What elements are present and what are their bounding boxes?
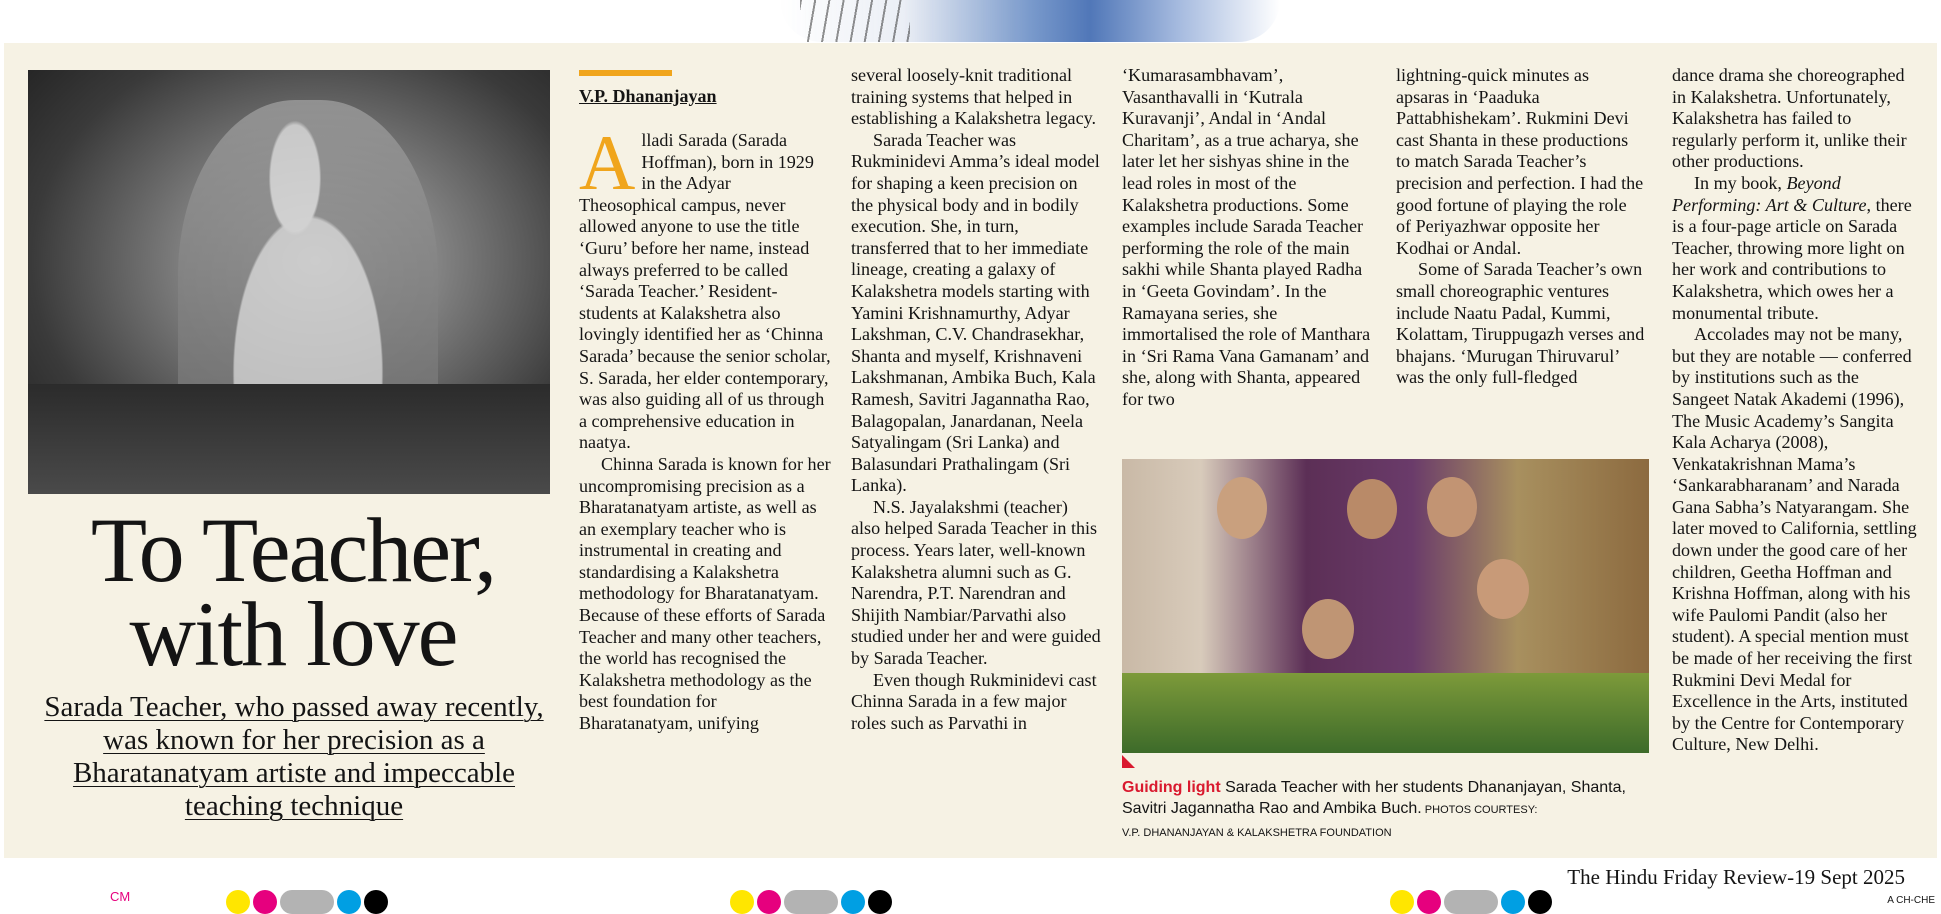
paragraph: Accolades may not be many, but they are notable — conferred by institutions such as the Sangeet Natak Akademi (1996), The Music Academy’s Sangita Kala Acharya (2008), Venkatakrishnan Mama’s ‘Sankarabharanam’ and Narada Gana Sabha’s Natyarangam. She later moved to California, settling down under the good care of her children, Geetha Hoffman and Krishna Hoffman, along with his wife Paulomi Pandit (also her student). A special mention must be made of her receiving the first Rukmini Devi Medal for Excellence in the Arts, instituted by the Centre for Contemporary Culture, New Delhi. bbox=[1672, 324, 1917, 755]
byline-accent-rule bbox=[579, 70, 672, 76]
byline: V.P. Dhananjayan bbox=[579, 86, 717, 106]
article-column-2 bbox=[851, 65, 1101, 734]
standfirst: Sarada Teacher, who passed away recently, was known for her precision as a Bharatanatyam artiste and impeccable teaching technique bbox=[44, 691, 544, 822]
publication-footer: The Hindu Friday Review-19 Sept 2025 bbox=[1567, 865, 1905, 889]
paragraph: lightning-quick minutes as apsaras in ‘Paaduka Pattabhishekam’. Rukmini Devi cast Shanta in these productions to match Sarada Teacher’s precision and perfection. I had the good fortune of playing the role of Periyazhwar opposite her Kodhai or Andal. bbox=[1396, 65, 1644, 258]
person bbox=[1477, 559, 1529, 619]
photo-credit: PHOTOS COURTESY: bbox=[1421, 804, 1538, 816]
illustration-strokes bbox=[800, 0, 910, 42]
headline: To Teacher, with love bbox=[90, 499, 496, 685]
paragraph: Chinna Sarada is known for her uncompromising precision as a Bharatanatyam artiste, as well as an exemplary teacher who is instrumental in creating and standardising a Kalakshetra methodology for Bharatanatyam. Because of these efforts of Sarada Teacher and many other teachers, the world has recognised the Kalakshetra methodology as the best foundation for Bharatanatyam, unifying bbox=[579, 453, 831, 734]
paragraph bbox=[1672, 173, 1920, 324]
red-triangle-icon bbox=[1122, 755, 1135, 768]
paragraph: several loosely-knit traditional training systems that helped in establishing a Kalakshetra legacy. bbox=[851, 65, 1097, 129]
top-illustration bbox=[780, 0, 1280, 42]
paragraph: Sarada Teacher was Rukminidevi Amma’s ideal model for shaping a keen precision on the physical body and in bodily execution. She, in turn, transferred that to her immediate lineage, creating a galaxy of Kalakshetra models starting with Yamini Krishnamurthy, Adyar Lakshman, C.V. Chandrasekhar, Shanta and myself, Krishnaveni Lakshmanan, Ambika Buch, Kala Ramesh, Savitri Jagannatha Rao, Balagopalan, Janardanan, Neela Satyalingam (Sri Lanka) and Balasundari Prathalingam (Sri Lanka). bbox=[851, 129, 1100, 496]
photo-floor bbox=[28, 384, 550, 494]
paragraph: Some of Sarada Teacher’s own small choreographic ventures include Naatu Padal, Kummi, Kolattam, Tiruppugazh verses and bhajans. ‘Murugan Thiruvarul’ was the only full-fledged bbox=[1396, 259, 1645, 388]
article-column-3 bbox=[1122, 65, 1373, 411]
person bbox=[1302, 599, 1354, 659]
cm-label: CM bbox=[110, 889, 131, 904]
photo-credit: V.P. DHANANJAYAN & KALAKSHETRA FOUNDATION bbox=[1122, 827, 1392, 839]
cmyk-swatch-icon bbox=[226, 890, 391, 908]
group-photo bbox=[1122, 459, 1649, 753]
edition-code: A CH-CHE bbox=[1887, 895, 1935, 906]
paragraph: N.S. Jayalakshmi (teacher) also helped Sarada Teacher in this process. Years later, well-known Kalakshetra alumni such as G. Narendra, P.T. Narendran and Shijith Nambiar/Parvathi also studied under her and were guided by Sarada Teacher. bbox=[851, 496, 1101, 669]
caption-text: Sarada Teacher with her students Dhananjayan, Shanta, Savitri Jagannatha Rao and Ambika Buch. bbox=[1122, 779, 1626, 817]
paragraph-text: , there is a four-page article on Sarada Teacher, throwing more light on her work and contributions to Kalakshetra, which owes her a monumental tribute. bbox=[1672, 194, 1912, 323]
caption-title: Guiding light bbox=[1122, 779, 1221, 796]
paragraph: lladi Sarada (Sarada Hoffman), born in 1929 in the Adyar Theosophical campus, never allowed anyone to use the title ‘Guru’ before her name, instead always preferred to be called ‘Sarada Teacher.’ Resident-students at Kalakshetra also lovingly identified her as ‘Chinna Sarada’ because the senior scholar, S. Sarada, her elder contemporary, was also guiding all of us through a comprehensive education in naatya. bbox=[579, 130, 831, 453]
person bbox=[1347, 479, 1397, 539]
person bbox=[1427, 477, 1477, 537]
cmyk-swatch-icon bbox=[730, 890, 895, 908]
person bbox=[1217, 477, 1267, 539]
paragraph: ‘Kumarasambhavam’, Vasanthavalli in ‘Kutrala Kuravanji’, Andal in ‘Andal Charitam’, as a true acharya, she later let her sishyas shine in the lead roles in most of the Kalakshetra productions. Some examples include Sarada Teacher performing the role of the main sakhi while Shanta played Radha in ‘Geeta Govindam’. In the Ramayana series, she immortalised the role of Manthara in ‘Sri Rama Vana Gamanam’ and she, along with Shanta, appeared for two bbox=[1122, 65, 1371, 409]
drop-cap: A bbox=[579, 119, 636, 206]
paragraph-text: In my book, bbox=[1694, 172, 1787, 193]
book-title: Beyond Performing: Art & Culture bbox=[1672, 172, 1867, 215]
dancer-photo bbox=[28, 70, 550, 494]
paragraph: Even though Rukminidevi cast Chinna Sarada in a few major roles such as Parvathi in bbox=[851, 669, 1097, 733]
cmyk-swatch-icon bbox=[1390, 890, 1555, 908]
photo-caption bbox=[1122, 777, 1642, 844]
article-column-5 bbox=[1672, 65, 1920, 756]
article-column-4 bbox=[1396, 65, 1646, 389]
photo-foreground bbox=[1122, 673, 1649, 753]
paragraph: dance drama she choreographed in Kalakshetra. Unfortunately, Kalakshetra has failed to regularly perform it, unlike their other productions. bbox=[1672, 65, 1907, 172]
article-column-1 bbox=[579, 119, 831, 735]
